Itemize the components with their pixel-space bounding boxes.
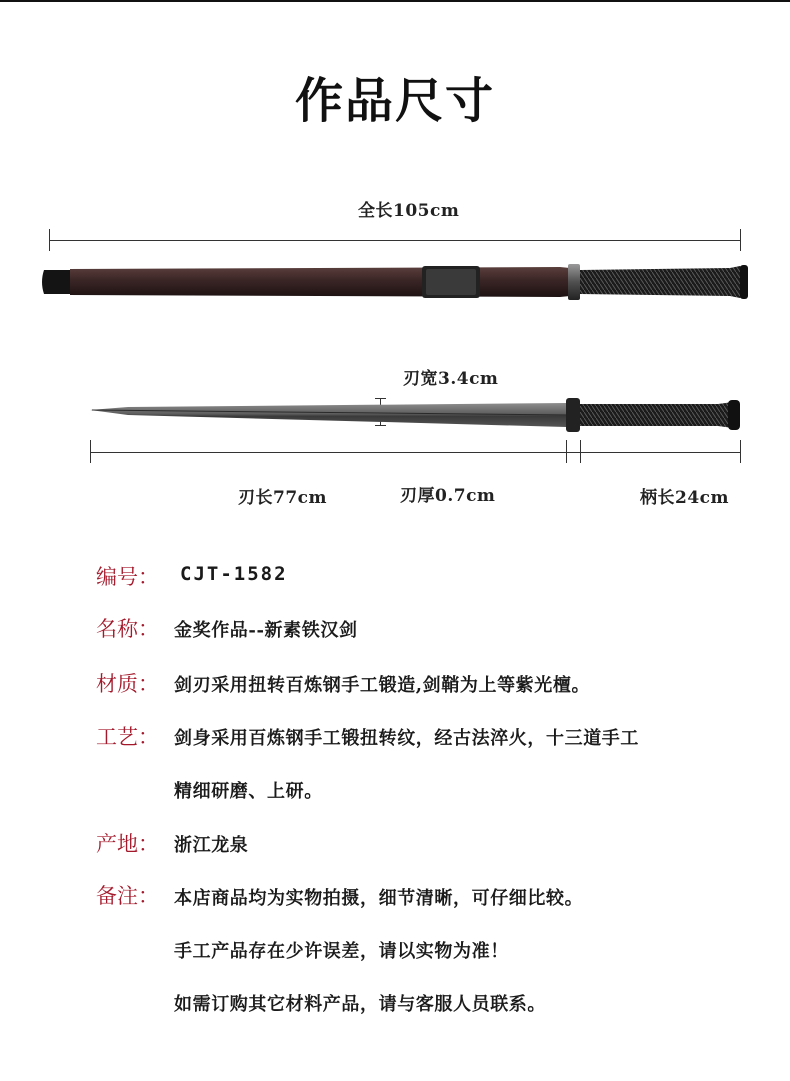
code-value: CJT-1582 — [180, 563, 288, 585]
blade-length-tick-right — [566, 440, 567, 463]
origin-label: 产地： — [96, 832, 159, 856]
origin-value: 浙江龙泉 — [174, 835, 249, 856]
handle-length-tick-left — [580, 440, 581, 463]
notes-value-line1: 本店商品均为实物拍摄，细节清晰，可仔细比较。 — [174, 888, 584, 909]
notes-value-line3: 如需订购其它材料产品，请与客服人员联系。 — [174, 994, 546, 1015]
code-label: 编号： — [96, 565, 159, 589]
material-label: 材质： — [96, 672, 159, 696]
sheathed-sword-image — [40, 260, 752, 304]
blade-thickness-label: 刃厚0.7cm — [400, 486, 496, 506]
craft-label: 工艺： — [96, 725, 159, 749]
notes-value-line2: 手工产品存在少许误差，请以实物为准！ — [174, 941, 509, 962]
blade-length-label: 刃长77cm — [238, 488, 327, 508]
total-length-tick-left — [49, 229, 50, 251]
blade-width-label: 刃宽3.4cm — [403, 369, 499, 389]
material-value: 剑刃采用扭转百炼钢手工锻造,剑鞘为上等紫光檀。 — [174, 675, 591, 696]
name-value: 金奖作品--新素铁汉剑 — [174, 620, 358, 641]
page-title: 作品尺寸 — [294, 73, 495, 129]
top-border — [0, 0, 790, 2]
total-length-line — [49, 240, 741, 241]
handle-length-tick-right — [740, 440, 741, 463]
name-label: 名称： — [96, 617, 159, 641]
craft-value-line1: 剑身采用百炼钢手工锻扭转纹，经古法淬火，十三道手工 — [174, 728, 639, 749]
unsheathed-sword-image — [88, 394, 748, 438]
handle-length-label: 柄长24cm — [640, 488, 729, 508]
notes-label: 备注： — [96, 884, 159, 908]
blade-length-tick-left — [90, 440, 91, 463]
total-length-tick-right — [740, 229, 741, 251]
lower-dimension-line — [90, 452, 740, 453]
total-length-label: 全长105cm — [358, 201, 460, 221]
craft-value-line2: 精细研磨、上研。 — [174, 781, 323, 802]
